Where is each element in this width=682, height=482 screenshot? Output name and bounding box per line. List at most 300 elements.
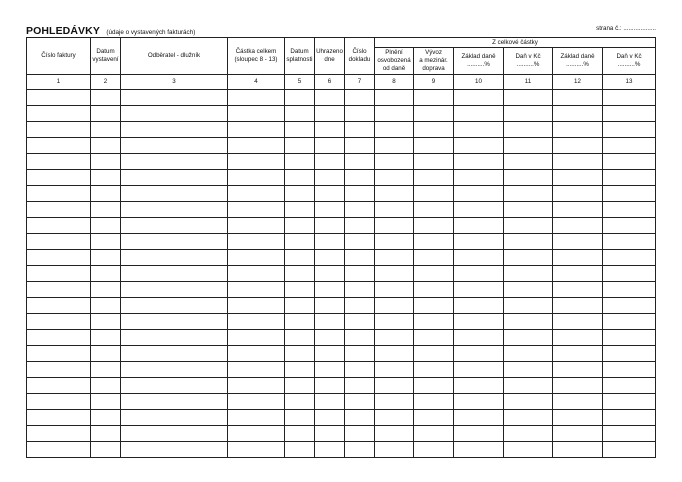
table-cell[interactable] [121, 154, 228, 170]
table-cell[interactable] [27, 202, 91, 218]
table-cell[interactable] [228, 106, 285, 122]
table-cell[interactable] [315, 266, 345, 282]
table-cell[interactable] [315, 250, 345, 266]
table-cell[interactable] [504, 378, 553, 394]
table-cell[interactable] [315, 202, 345, 218]
table-cell[interactable] [553, 282, 603, 298]
table-cell[interactable] [285, 218, 315, 234]
table-cell[interactable] [121, 138, 228, 154]
table-cell[interactable] [375, 362, 414, 378]
table-cell[interactable] [553, 138, 603, 154]
table-cell[interactable] [228, 90, 285, 106]
table-cell[interactable] [603, 298, 656, 314]
table-cell[interactable] [27, 378, 91, 394]
table-cell[interactable] [121, 122, 228, 138]
table-cell[interactable] [121, 410, 228, 426]
table-cell[interactable] [228, 346, 285, 362]
table-cell[interactable] [27, 298, 91, 314]
table-cell[interactable] [27, 170, 91, 186]
table-cell[interactable] [285, 426, 315, 442]
table-cell[interactable] [285, 346, 315, 362]
table-cell[interactable] [454, 170, 504, 186]
table-cell[interactable] [27, 122, 91, 138]
table-cell[interactable] [553, 314, 603, 330]
table-cell[interactable] [121, 218, 228, 234]
table-cell[interactable] [375, 202, 414, 218]
table-cell[interactable] [603, 346, 656, 362]
table-cell[interactable] [121, 106, 228, 122]
table-cell[interactable] [315, 122, 345, 138]
table-cell[interactable] [27, 282, 91, 298]
table-cell[interactable] [285, 266, 315, 282]
table-cell[interactable] [553, 234, 603, 250]
table-cell[interactable] [27, 394, 91, 410]
table-cell[interactable] [603, 426, 656, 442]
table-cell[interactable] [91, 122, 121, 138]
table-cell[interactable] [414, 394, 454, 410]
table-cell[interactable] [285, 234, 315, 250]
table-cell[interactable] [91, 346, 121, 362]
table-cell[interactable] [345, 154, 375, 170]
table-cell[interactable] [414, 298, 454, 314]
table-cell[interactable] [121, 394, 228, 410]
table-cell[interactable] [454, 378, 504, 394]
table-cell[interactable] [504, 154, 553, 170]
table-cell[interactable] [345, 394, 375, 410]
table-cell[interactable] [91, 410, 121, 426]
table-cell[interactable] [91, 378, 121, 394]
table-cell[interactable] [375, 106, 414, 122]
table-cell[interactable] [285, 282, 315, 298]
table-cell[interactable] [454, 154, 504, 170]
table-cell[interactable] [454, 442, 504, 458]
table-cell[interactable] [375, 266, 414, 282]
table-cell[interactable] [27, 426, 91, 442]
table-cell[interactable] [454, 234, 504, 250]
table-cell[interactable] [315, 426, 345, 442]
table-cell[interactable] [553, 90, 603, 106]
table-cell[interactable] [504, 170, 553, 186]
table-cell[interactable] [553, 122, 603, 138]
table-cell[interactable] [454, 90, 504, 106]
table-cell[interactable] [91, 218, 121, 234]
table-cell[interactable] [603, 122, 656, 138]
table-cell[interactable] [345, 346, 375, 362]
table-cell[interactable] [228, 218, 285, 234]
table-cell[interactable] [27, 154, 91, 170]
table-cell[interactable] [504, 410, 553, 426]
table-cell[interactable] [454, 202, 504, 218]
table-cell[interactable] [121, 378, 228, 394]
table-cell[interactable] [504, 394, 553, 410]
table-cell[interactable] [603, 394, 656, 410]
table-cell[interactable] [454, 298, 504, 314]
table-cell[interactable] [375, 186, 414, 202]
table-cell[interactable] [553, 378, 603, 394]
table-cell[interactable] [553, 298, 603, 314]
table-cell[interactable] [454, 426, 504, 442]
table-cell[interactable] [553, 154, 603, 170]
table-cell[interactable] [91, 202, 121, 218]
table-cell[interactable] [414, 346, 454, 362]
table-cell[interactable] [315, 442, 345, 458]
table-cell[interactable] [91, 282, 121, 298]
table-cell[interactable] [603, 362, 656, 378]
table-cell[interactable] [504, 138, 553, 154]
table-cell[interactable] [285, 314, 315, 330]
table-cell[interactable] [285, 362, 315, 378]
table-cell[interactable] [345, 426, 375, 442]
table-cell[interactable] [228, 394, 285, 410]
table-cell[interactable] [375, 122, 414, 138]
table-cell[interactable] [285, 298, 315, 314]
table-cell[interactable] [414, 170, 454, 186]
table-cell[interactable] [345, 250, 375, 266]
table-cell[interactable] [285, 186, 315, 202]
table-cell[interactable] [285, 90, 315, 106]
table-cell[interactable] [603, 218, 656, 234]
table-cell[interactable] [553, 106, 603, 122]
table-cell[interactable] [345, 362, 375, 378]
table-cell[interactable] [603, 90, 656, 106]
table-cell[interactable] [315, 90, 345, 106]
table-cell[interactable] [375, 314, 414, 330]
table-cell[interactable] [414, 250, 454, 266]
table-cell[interactable] [285, 202, 315, 218]
table-cell[interactable] [315, 106, 345, 122]
table-cell[interactable] [504, 250, 553, 266]
table-cell[interactable] [603, 202, 656, 218]
table-cell[interactable] [375, 394, 414, 410]
table-cell[interactable] [504, 426, 553, 442]
table-cell[interactable] [603, 154, 656, 170]
table-cell[interactable] [315, 378, 345, 394]
table-cell[interactable] [454, 282, 504, 298]
table-cell[interactable] [504, 202, 553, 218]
table-cell[interactable] [375, 330, 414, 346]
table-cell[interactable] [414, 362, 454, 378]
table-cell[interactable] [228, 154, 285, 170]
table-cell[interactable] [315, 314, 345, 330]
table-cell[interactable] [228, 410, 285, 426]
table-cell[interactable] [375, 282, 414, 298]
table-cell[interactable] [603, 410, 656, 426]
table-cell[interactable] [285, 410, 315, 426]
table-cell[interactable] [414, 202, 454, 218]
table-cell[interactable] [91, 138, 121, 154]
table-cell[interactable] [414, 154, 454, 170]
table-cell[interactable] [553, 170, 603, 186]
table-cell[interactable] [375, 170, 414, 186]
table-cell[interactable] [345, 378, 375, 394]
table-cell[interactable] [121, 234, 228, 250]
table-cell[interactable] [27, 266, 91, 282]
table-cell[interactable] [228, 202, 285, 218]
table-cell[interactable] [228, 170, 285, 186]
table-cell[interactable] [603, 314, 656, 330]
table-cell[interactable] [315, 154, 345, 170]
table-cell[interactable] [504, 266, 553, 282]
table-cell[interactable] [121, 170, 228, 186]
table-cell[interactable] [414, 234, 454, 250]
table-cell[interactable] [375, 298, 414, 314]
table-cell[interactable] [315, 170, 345, 186]
table-cell[interactable] [228, 426, 285, 442]
table-cell[interactable] [454, 122, 504, 138]
table-cell[interactable] [285, 394, 315, 410]
table-cell[interactable] [375, 346, 414, 362]
table-cell[interactable] [27, 410, 91, 426]
table-cell[interactable] [553, 330, 603, 346]
table-cell[interactable] [91, 106, 121, 122]
table-cell[interactable] [603, 170, 656, 186]
table-cell[interactable] [504, 106, 553, 122]
table-cell[interactable] [414, 218, 454, 234]
table-cell[interactable] [91, 250, 121, 266]
table-cell[interactable] [27, 250, 91, 266]
table-cell[interactable] [345, 330, 375, 346]
table-cell[interactable] [603, 138, 656, 154]
table-cell[interactable] [228, 234, 285, 250]
table-cell[interactable] [414, 106, 454, 122]
table-cell[interactable] [228, 314, 285, 330]
table-cell[interactable] [121, 250, 228, 266]
table-cell[interactable] [121, 442, 228, 458]
table-cell[interactable] [414, 282, 454, 298]
table-cell[interactable] [345, 202, 375, 218]
table-cell[interactable] [91, 426, 121, 442]
table-cell[interactable] [228, 362, 285, 378]
table-cell[interactable] [414, 330, 454, 346]
table-cell[interactable] [414, 426, 454, 442]
table-cell[interactable] [603, 106, 656, 122]
table-cell[interactable] [121, 202, 228, 218]
table-cell[interactable] [553, 442, 603, 458]
table-cell[interactable] [228, 138, 285, 154]
table-cell[interactable] [121, 90, 228, 106]
table-cell[interactable] [91, 362, 121, 378]
table-cell[interactable] [375, 426, 414, 442]
table-cell[interactable] [603, 442, 656, 458]
table-cell[interactable] [414, 186, 454, 202]
table-cell[interactable] [121, 282, 228, 298]
table-cell[interactable] [121, 426, 228, 442]
table-cell[interactable] [91, 330, 121, 346]
table-cell[interactable] [345, 138, 375, 154]
table-cell[interactable] [414, 122, 454, 138]
table-cell[interactable] [228, 266, 285, 282]
table-cell[interactable] [504, 234, 553, 250]
table-cell[interactable] [454, 250, 504, 266]
table-cell[interactable] [603, 250, 656, 266]
table-cell[interactable] [375, 154, 414, 170]
table-cell[interactable] [27, 346, 91, 362]
table-cell[interactable] [603, 378, 656, 394]
table-cell[interactable] [504, 218, 553, 234]
table-cell[interactable] [553, 426, 603, 442]
table-cell[interactable] [454, 362, 504, 378]
table-cell[interactable] [345, 234, 375, 250]
table-cell[interactable] [315, 362, 345, 378]
table-cell[interactable] [27, 314, 91, 330]
table-cell[interactable] [91, 90, 121, 106]
table-cell[interactable] [121, 346, 228, 362]
table-cell[interactable] [121, 266, 228, 282]
table-cell[interactable] [553, 266, 603, 282]
table-cell[interactable] [228, 330, 285, 346]
table-cell[interactable] [504, 298, 553, 314]
table-cell[interactable] [454, 138, 504, 154]
table-cell[interactable] [121, 362, 228, 378]
table-cell[interactable] [285, 378, 315, 394]
table-cell[interactable] [285, 122, 315, 138]
table-cell[interactable] [603, 266, 656, 282]
table-cell[interactable] [504, 90, 553, 106]
table-cell[interactable] [27, 186, 91, 202]
table-cell[interactable] [375, 234, 414, 250]
table-cell[interactable] [454, 314, 504, 330]
table-cell[interactable] [228, 282, 285, 298]
table-cell[interactable] [454, 218, 504, 234]
table-cell[interactable] [121, 330, 228, 346]
table-cell[interactable] [228, 250, 285, 266]
table-cell[interactable] [27, 362, 91, 378]
table-cell[interactable] [91, 266, 121, 282]
table-cell[interactable] [285, 170, 315, 186]
table-cell[interactable] [228, 378, 285, 394]
table-cell[interactable] [345, 186, 375, 202]
table-cell[interactable] [91, 170, 121, 186]
table-cell[interactable] [375, 250, 414, 266]
table-cell[interactable] [27, 218, 91, 234]
table-cell[interactable] [504, 362, 553, 378]
table-cell[interactable] [375, 138, 414, 154]
table-cell[interactable] [345, 170, 375, 186]
table-cell[interactable] [414, 266, 454, 282]
table-cell[interactable] [121, 298, 228, 314]
table-cell[interactable] [285, 250, 315, 266]
table-cell[interactable] [603, 234, 656, 250]
table-cell[interactable] [285, 138, 315, 154]
table-cell[interactable] [91, 314, 121, 330]
table-cell[interactable] [553, 394, 603, 410]
table-cell[interactable] [454, 346, 504, 362]
table-cell[interactable] [553, 362, 603, 378]
table-cell[interactable] [454, 186, 504, 202]
table-cell[interactable] [315, 346, 345, 362]
table-cell[interactable] [27, 330, 91, 346]
table-cell[interactable] [121, 314, 228, 330]
table-cell[interactable] [345, 314, 375, 330]
table-cell[interactable] [315, 282, 345, 298]
table-cell[interactable] [504, 122, 553, 138]
table-cell[interactable] [345, 122, 375, 138]
table-cell[interactable] [375, 90, 414, 106]
table-cell[interactable] [504, 346, 553, 362]
table-cell[interactable] [228, 442, 285, 458]
table-cell[interactable] [285, 106, 315, 122]
table-cell[interactable] [375, 442, 414, 458]
table-cell[interactable] [228, 186, 285, 202]
table-cell[interactable] [228, 298, 285, 314]
table-cell[interactable] [375, 218, 414, 234]
table-cell[interactable] [91, 234, 121, 250]
table-cell[interactable] [285, 442, 315, 458]
table-cell[interactable] [285, 154, 315, 170]
table-cell[interactable] [553, 346, 603, 362]
table-cell[interactable] [27, 106, 91, 122]
table-cell[interactable] [91, 394, 121, 410]
table-cell[interactable] [345, 218, 375, 234]
table-cell[interactable] [345, 90, 375, 106]
table-cell[interactable] [315, 234, 345, 250]
table-cell[interactable] [315, 138, 345, 154]
table-cell[interactable] [285, 330, 315, 346]
table-cell[interactable] [414, 442, 454, 458]
table-cell[interactable] [27, 234, 91, 250]
table-cell[interactable] [91, 442, 121, 458]
table-cell[interactable] [27, 442, 91, 458]
column-number: 6 [315, 75, 345, 90]
table-cell[interactable] [454, 394, 504, 410]
table-cell[interactable] [315, 394, 345, 410]
table-cell[interactable] [345, 298, 375, 314]
table-cell[interactable] [345, 282, 375, 298]
table-cell[interactable] [603, 330, 656, 346]
table-cell[interactable] [414, 90, 454, 106]
table-cell[interactable] [454, 410, 504, 426]
table-cell[interactable] [454, 266, 504, 282]
table-cell[interactable] [553, 250, 603, 266]
table-cell[interactable] [345, 106, 375, 122]
table-cell[interactable] [504, 442, 553, 458]
table-cell[interactable] [504, 282, 553, 298]
table-cell[interactable] [553, 202, 603, 218]
table-cell[interactable] [27, 138, 91, 154]
table-cell[interactable] [91, 298, 121, 314]
table-cell[interactable] [228, 122, 285, 138]
table-cell[interactable] [553, 410, 603, 426]
table-cell[interactable] [504, 330, 553, 346]
table-cell[interactable] [91, 154, 121, 170]
table-cell[interactable] [504, 314, 553, 330]
table-cell[interactable] [91, 186, 121, 202]
table-cell[interactable] [27, 90, 91, 106]
table-cell[interactable] [375, 410, 414, 426]
table-cell[interactable] [603, 186, 656, 202]
table-cell[interactable] [345, 442, 375, 458]
table-cell[interactable] [454, 330, 504, 346]
table-cell[interactable] [553, 218, 603, 234]
table-cell[interactable] [454, 106, 504, 122]
table-cell[interactable] [315, 186, 345, 202]
table-cell[interactable] [504, 186, 553, 202]
table-cell[interactable] [315, 330, 345, 346]
table-cell[interactable] [345, 266, 375, 282]
table-cell[interactable] [375, 378, 414, 394]
table-cell[interactable] [121, 186, 228, 202]
table-cell[interactable] [345, 410, 375, 426]
table-cell[interactable] [414, 378, 454, 394]
table-cell[interactable] [414, 410, 454, 426]
table-cell[interactable] [315, 218, 345, 234]
table-cell[interactable] [414, 314, 454, 330]
table-cell[interactable] [553, 186, 603, 202]
table-cell[interactable] [315, 410, 345, 426]
table-cell[interactable] [414, 138, 454, 154]
table-cell[interactable] [603, 282, 656, 298]
table-cell[interactable] [315, 298, 345, 314]
